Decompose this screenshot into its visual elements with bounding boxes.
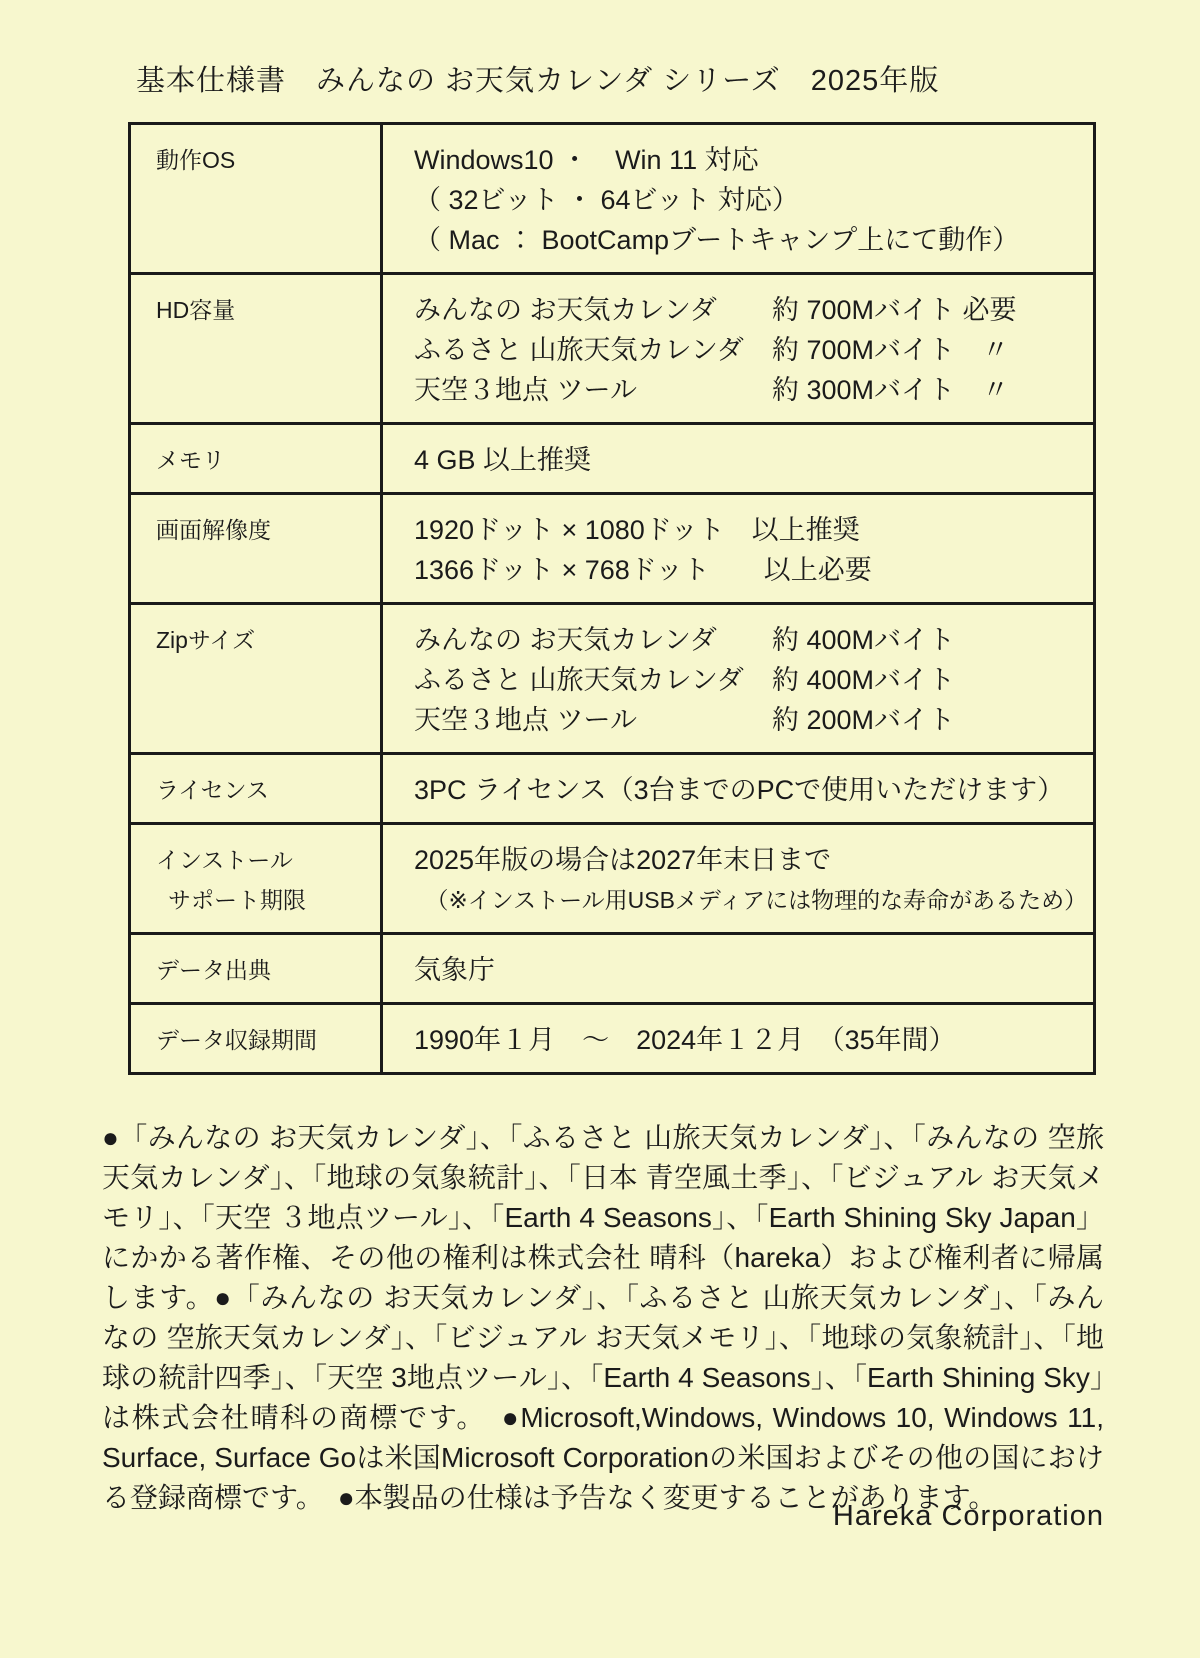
spec-row-label: [130, 824, 382, 934]
product-size: 約 700Mバイト 〃: [772, 335, 1010, 365]
spec-row: [130, 1004, 1095, 1074]
spec-row: [130, 274, 1095, 424]
spec-value-line: 1920ドット × 1080ドット 以上推奨: [414, 515, 860, 545]
spec-row: [130, 934, 1095, 1004]
product-size: 約 300Mバイト 〃: [772, 375, 1010, 405]
product-name: みんなの お天気カレンダ: [414, 295, 717, 325]
spec-row-label-line: 動作OS: [156, 147, 236, 173]
spec-value-line: [414, 660, 1081, 700]
product-name: ふるさと 山旅天気カレンダ: [414, 665, 744, 695]
spec-row-label-line: メモリ: [156, 447, 225, 473]
product-size: 約 400Mバイト: [772, 665, 956, 695]
spec-row-label-line: インストール: [156, 847, 293, 873]
spec-table-body: [130, 124, 1095, 1074]
spec-row: [130, 124, 1095, 274]
spec-value-line: 気象庁: [414, 955, 495, 985]
spec-value-line: 1990年１月 ～ 2024年１２月 （35年間）: [414, 1025, 956, 1055]
spec-row-value: [382, 824, 1095, 934]
spec-row-value: [382, 604, 1095, 754]
spec-row: [130, 824, 1095, 934]
spec-row-label-line: サポート期限: [168, 887, 306, 913]
product-size: 約 200Mバイト: [772, 705, 956, 735]
spec-row-label: [130, 604, 382, 754]
company-name: Hareka Corporation: [832, 1500, 1104, 1532]
spec-row-label: [130, 494, 382, 604]
spec-value-line: 4 GB 以上推奨: [414, 445, 592, 475]
spec-row-value: [382, 274, 1095, 424]
product-size: 約 700Mバイト 必要: [772, 295, 1017, 325]
spec-value-line: [414, 290, 1081, 330]
spec-value-line: [414, 700, 1081, 740]
product-name: 天空３地点 ツール: [414, 375, 637, 405]
spec-row-label-line: Zipサイズ: [156, 627, 256, 653]
spec-value-line: （ 32ビット ・ 64ビット 対応）: [414, 185, 799, 215]
spec-row-label: [130, 424, 382, 494]
spec-row-label: [130, 274, 382, 424]
spec-row: [130, 754, 1095, 824]
product-name: 天空３地点 ツール: [414, 705, 637, 735]
spec-value-line: 2025年版の場合は2027年末日まで: [414, 845, 832, 875]
spec-value-line: [414, 370, 1081, 410]
spec-table: [128, 122, 1096, 1075]
spec-row-label-line: データ出典: [156, 957, 271, 983]
spec-value-line: 1366ドット × 768ドット 以上必要: [414, 555, 872, 585]
spec-row: [130, 494, 1095, 604]
spec-row-label-line: 画面解像度: [156, 517, 271, 543]
spec-value-line: [414, 330, 1081, 370]
spec-value-line: 3PC ライセンス（3台までのPCで使用いただけます）: [414, 775, 1065, 805]
spec-row-label-line: ライセンス: [156, 777, 269, 803]
spec-row-value: [382, 494, 1095, 604]
spec-row-value: [382, 124, 1095, 274]
product-size: 約 400Mバイト: [772, 625, 956, 655]
spec-row: [130, 604, 1095, 754]
spec-row-label: [130, 754, 382, 824]
product-name: みんなの お天気カレンダ: [414, 625, 717, 655]
spec-row-label: [130, 934, 382, 1004]
spec-row-value: [382, 754, 1095, 824]
spec-row-value: [382, 1004, 1095, 1074]
spec-row-label: [130, 1004, 382, 1074]
spec-row-label-line: HD容量: [156, 297, 236, 323]
spec-row: [130, 424, 1095, 494]
spec-value-line: （ Mac ： BootCampブートキャンプ上にて動作）: [414, 225, 1020, 255]
spec-value-line: [414, 620, 1081, 660]
page-title: 基本仕様書 みんなの お天気カレンダ シリーズ 2025年版: [136, 65, 940, 97]
spec-value-line: Windows10 ・ Win 11 対応: [414, 145, 759, 175]
spec-row-value: [382, 934, 1095, 1004]
legal-notes: ●「みんなの お天気カレンダ」、「ふるさと 山旅天気カレンダ」、「みんなの 空旅天気カレンダ」、「地球の気象統計」、「日本 青空風土季」、「ビジュアル お天気メモリ」、「天空 ３地点ツール」、「Earth 4 Seasons」、「Earth Shining Sky Japan」 にかかる著作権、その他の権利は株式会社 晴科（hareka）および権利者に帰属します。●「みんなの お天気カレンダ」、「ふるさと 山旅天気カレンダ」、「みんなの 空旅天気カレンダ」、「ビジュアル お天気メモリ」、「地球の気象統計」、「地球の統計四季」、「天空 3地点ツール」、「Earth 4 Seasons」、「Earth Shining Sky」は株式会社晴科の商標です。 ●Microsoft,Windows, Windows 10, Windows 11, Surface, Surface Goは米国Microsoft Corporationの米国およびその他の国における登録商標です。 ●本製品の仕様は予告なく変更することがあります。: [102, 1122, 1104, 1513]
spec-row-label: [130, 124, 382, 274]
spec-row-label-line: データ収録期間: [156, 1027, 317, 1053]
product-name: ふるさと 山旅天気カレンダ: [414, 335, 744, 365]
spec-value-line: （※インストール用USBメディアには物理的な寿命があるため）: [414, 887, 1088, 913]
spec-row-value: [382, 424, 1095, 494]
